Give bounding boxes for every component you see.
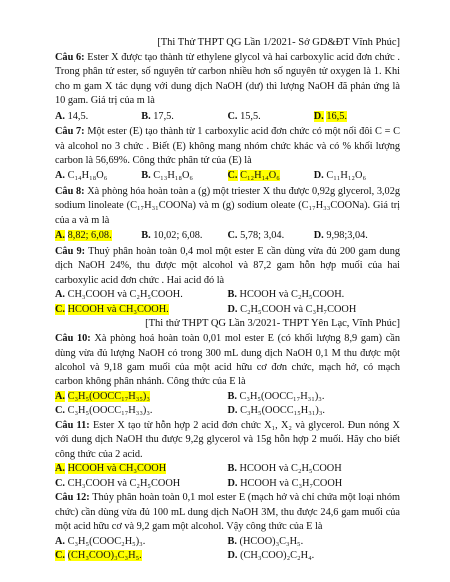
answer-option[interactable] [228,169,314,184]
source-heading: [Thi thử THPT QG Lần 3/2021- THPT Yên Lạc, Vĩnh Phúc] [145,318,400,330]
question-number: Câu 12: [55,492,90,504]
answer-option[interactable] [55,404,228,419]
answer-option[interactable] [55,229,141,244]
answer-option[interactable] [55,169,141,184]
option-letter: D. [313,230,324,242]
option-text: 16,5. [326,110,347,122]
answer-option[interactable] [228,390,401,405]
question-number: Câu 9: [55,245,86,257]
answer-option[interactable] [228,229,314,244]
option-letter: B. [141,110,151,122]
option-text: 9,98;3,04. [326,230,368,242]
option-text: 5,78; 3,04. [240,230,285,242]
option-letter: A. [55,170,66,182]
options-row [55,110,400,125]
question-7 [55,125,400,168]
option-letter: D. [227,405,238,417]
question-text: Thủy phân hoàn toàn 0,1 mol ester E (mạch hở và chỉ chứa một loại nhóm chức) cần dùng vừa đủ 100 mL dung dịch NaOH 3M, thu được 24,6 gam muối của một acid hữu cơ và 9,2 gam một alcohol. Vậy công thức của E là [55,492,400,533]
option-letter: C. [55,477,66,489]
question-9 [55,245,400,288]
question-number: Câu 10: [55,333,91,345]
answer-option[interactable] [55,110,141,125]
answer-option[interactable] [314,110,400,125]
option-letter: A. [55,289,66,301]
option-letter: D. [313,110,324,122]
answer-option[interactable] [141,229,227,244]
answer-option[interactable] [228,288,401,303]
option-text: C₃H₅(OOCC₁₇H₃₁)₃. [239,390,325,402]
question-text: Xà phòng hoá hoàn toàn 0,01 mol ester E (có khối lượng 8,9 gam) cần dùng vừa đủ lượng NaOH có trong 300 mL dung dịch NaOH 0,1 M thu được một alcohol và 9,18 gam muối của một acid hữu cơ đơn chức, mạch hở, có mạch carbon không phân nhánh. Công thức của E là [55,333,400,388]
answer-option[interactable] [228,549,401,564]
option-text: C₃H₅(OOCC₁₇H₃₃)₃. [67,405,153,417]
answer-option[interactable] [55,477,228,492]
option-letter: C. [55,550,66,562]
answer-option[interactable] [314,229,400,244]
option-text: HCOOH và C₃H₇COOH [240,477,343,489]
option-text: C₃H₅(OOCC₁₅H₃₁)₃. [240,405,326,417]
answer-option[interactable] [141,169,227,184]
option-text: 17,5. [153,110,174,122]
answer-option[interactable] [55,303,228,318]
question-text: Ester X tạo từ hỗn hợp 2 acid đơn chức X₁, X₂ và glycerol. Đun nóng X với dung dịch NaOH thu được 9,2g glycerol và 15g hỗn hợp 2 muối. Hãy cho biết công thức của 2 acid. [55,420,400,460]
option-text: HCOOH và CH₃COOH [67,463,167,475]
option-text: C₂H₅COOH và C₃H₇COOH [240,303,357,315]
question-number: Câu 8: [55,186,85,198]
answer-option[interactable] [228,404,401,419]
options-row [55,229,400,244]
option-text: (HCOO)₃C₃H₅. [239,535,304,547]
question-text: Thuỷ phân hoàn toàn 0,4 mol một ester E cần dùng vừa đủ 200 gam dung dịch NaOH 24%, thu được một alcohol và 87,2 gam hỗn hợp muối của hai carboxylic acid đơn chức . Hai acid đó là [55,245,400,286]
question-text: Ester X được tạo thành từ ethylene glycol và hai carboxylic acid đơn chức . Trong phân tử ester, số nguyên tử carbon nhiều hơn số nguyên tử oxygen là 1. Khi cho m gam X tác dụng với dung dịch NaOH (dư) thì lượng NaOH đã phản ứng là 10 gam. Giá trị của m là [55,52,400,107]
option-text: 15,5. [240,110,261,122]
answer-option[interactable] [55,462,228,477]
option-text: 14,5. [67,110,89,122]
answer-option[interactable] [55,390,228,405]
answer-option[interactable] [228,303,401,318]
option-letter: D. [227,550,238,562]
options-grid [55,535,400,564]
options-grid [55,390,400,419]
options-row [55,169,400,184]
options-grid [55,462,400,491]
option-letter: C. [227,110,238,122]
answer-option[interactable] [55,288,228,303]
question-number: Câu 7: [55,126,85,138]
option-text: CH₃COOH và C₂H₅COOH. [67,289,183,301]
option-letter: D. [313,170,324,182]
question-12 [55,491,400,534]
question-number: Câu 11: [55,420,90,432]
option-text: C₃H₅(OOCC₁₇H₃₅)₃ [67,390,150,402]
answer-option[interactable] [228,477,401,492]
answer-option[interactable] [55,535,228,550]
option-letter: C. [227,230,238,242]
answer-option[interactable] [141,110,227,125]
question-text: Xà phòng hóa hoàn toàn a (g) một triester X thu được 0,92g glycerol, 3,02g sodium linoleate (C₁₇H₃₁COONa) và m (g) sodium oleate (C₁₇H₃₃COONa). Giá trị của a và m là [55,186,401,226]
answer-option[interactable] [228,110,314,125]
option-text: C₁₄H₁₈O₆ [67,170,108,182]
question-8 [55,185,400,228]
option-letter: B. [141,230,151,242]
option-letter: B. [227,535,237,547]
answer-option[interactable] [228,462,401,477]
option-letter: A. [55,463,66,475]
question-text: Một ester (E) tạo thành từ 1 carboxylic acid đơn chức có một nối đôi C = C và alcohol no 3 chức . Biết (E) không mang nhóm chức khác và có % khối lượng carbon là 56,69%. Công thức phân tử của (E) là [55,126,401,167]
option-letter: A. [55,230,66,242]
source-heading: [Thi Thử THPT QG Lần 1/2021- Sở GD&ĐT Vĩnh Phúc] [157,37,400,48]
option-letter: B. [141,170,151,182]
question-6 [55,51,400,109]
option-text: HCOOH và CH₃COOH. [67,303,169,315]
option-letter: C. [55,405,66,417]
question-number: Câu 6: [55,52,85,63]
option-text: CH₃COOH và C₂H₅COOH [67,477,181,489]
option-text: 10,02; 6,08. [153,230,203,242]
option-letter: D. [227,477,238,489]
answer-option[interactable] [228,535,401,550]
option-text: HCOOH và C₂H₅COOH. [239,289,345,301]
option-letter: C. [227,170,238,182]
option-letter: A. [55,110,66,122]
answer-option[interactable] [314,169,400,184]
option-text: (CH₃COO)₂C₂H₄. [240,550,315,562]
option-text: C₃H₅(COOC₂H₅)₃. [67,535,146,547]
option-letter: A. [55,535,66,547]
option-text: (CH₃COO)₃C₃H₅. [67,550,142,562]
options-grid [55,288,400,317]
option-letter: C. [55,303,66,315]
option-text: HCOOH và C₂H₅COOH [239,463,342,475]
option-letter: B. [227,289,237,301]
option-letter: B. [227,463,237,475]
option-letter: D. [227,303,238,315]
option-text: 8,82; 6,08. [67,230,112,242]
option-letter: A. [55,390,66,402]
question-11 [55,419,400,462]
question-10 [55,332,400,390]
option-letter: B. [227,390,237,402]
answer-option[interactable] [55,549,228,564]
option-text: C₁₂H₁₄O₆ [240,170,280,182]
option-text: C₁₁H₁₂O₆ [326,170,367,182]
option-text: C₁₃H₁₈O₆ [153,170,193,182]
